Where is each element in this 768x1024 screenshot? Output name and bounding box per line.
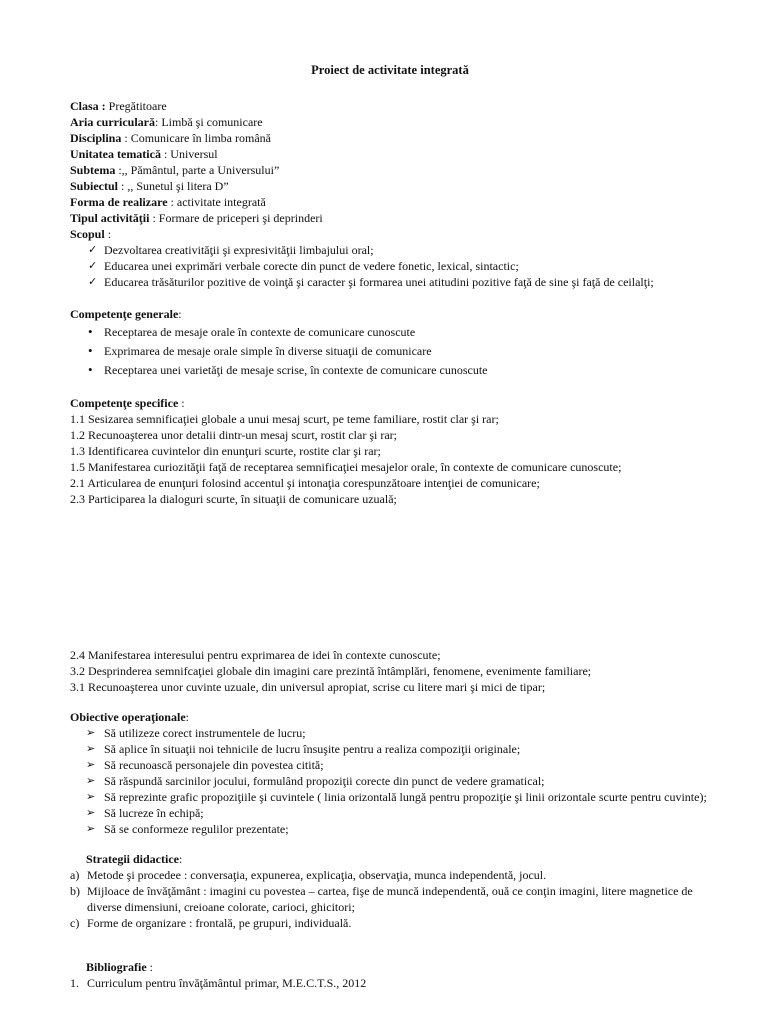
document-page (70, 62, 710, 991)
obiective-heading: Obiective operaţionale: (70, 710, 189, 724)
list-item: c) Forme de organizare : frontală, pe grupuri, individuală. (70, 916, 352, 930)
list-item: 1.5 Manifestarea curiozităţii faţă de receptarea semnificaţiei mesajelor orale, în contexte de comunicare cunoscute; (70, 460, 622, 474)
list-item: 2.1 Articularea de enunţuri folosind accentul şi intonaţia corespunzătoare intenţiei de comunicare; (70, 476, 540, 490)
list-item: • Exprimarea de mesaje orale simple în diverse situaţii de comunicare (70, 343, 710, 359)
list-item: • Receptarea unei varietăţi de mesaje scrise, în contexte de comunicare cunoscute (70, 362, 710, 378)
list-item: ➢ Să răspundă sarcinilor jocului, formulând propoziţii corecte din punct de vedere gramatical; (70, 773, 710, 789)
list-item: 2.3 Participarea la dialoguri scurte, în situaţii de comunicare uzuală; (70, 492, 397, 506)
field-forma: Forma de realizare : activitate integrată (70, 195, 266, 209)
field-disciplina: Disciplina : Comunicare în limba română (70, 131, 271, 145)
list-item: ➢ Să se conformeze regulilor prezentate; (70, 821, 710, 837)
strategii-heading: Strategii didactice: (86, 852, 183, 866)
list-item: 1.3 Identificarea cuvintelor din enunţuri scurte, rostite clar şi rar; (70, 444, 381, 458)
list-item: ➢ Să lucreze în echipă; (70, 805, 710, 821)
list-item: ✓ Educarea trăsăturilor pozitive de voinţă şi caracter şi formarea unei atitudini pozitive faţă de sine şi faţă de ceilalţi; (70, 274, 710, 290)
list-item: ➢ Să reprezinte grafic propoziţiile şi cuvintele ( linia orizontală lungă pentru propoziţie şi linii orizontale scurte pentru cuvinte); (70, 789, 710, 805)
project-fields (70, 98, 710, 226)
field-tipul: Tipul activităţii : Formare de priceperi şi deprinderi (70, 211, 323, 225)
competente-specifice-list-continued (70, 647, 710, 695)
list-item: ➢ Să aplice în situaţii noi tehnicile de lucru însuşite pentru a realiza compoziţii originale; (70, 741, 710, 757)
bibliografie-heading: Bibliografie : (86, 960, 154, 974)
field-clasa: Clasa : Pregătitoare (70, 99, 167, 113)
list-item: ✓ Educarea unei exprimări verbale corecte din punct de vedere fonetic, lexical, sintactic; (70, 258, 710, 274)
list-item: • Receptarea de mesaje orale în contexte de comunicare cunoscute (70, 324, 710, 340)
scopul-list (70, 242, 710, 290)
page-break-gap (70, 507, 710, 647)
competente-specifice-list (70, 411, 710, 507)
list-item: 1.1 Sesizarea semnificaţiei globale a unui mesaj scurt, pe teme familiare, rostit clar şi rar; (70, 412, 499, 426)
list-item: 1. Curriculum pentru învăţământul primar, M.E.C.T.S., 2012 (70, 976, 367, 990)
document-title: Proiect de activitate integrată (311, 63, 469, 77)
scopul-heading: Scopul : (70, 227, 112, 241)
field-subiectul: Subiectul : ,, Sunetul şi litera D” (70, 179, 229, 193)
competente-generale-heading: Competenţe generale: (70, 307, 182, 321)
field-aria: Aria curriculară: Limbă şi comunicare (70, 115, 263, 129)
strategii-list (70, 867, 710, 931)
list-item: 1.2 Recunoaşterea unor detalii dintr-un mesaj scurt, rostit clar şi rar; (70, 428, 397, 442)
field-unitatea: Unitatea tematică : Universul (70, 147, 218, 161)
list-item: b) Mijloace de învăţământ : imagini cu povestea – cartea, fişe de muncă independentă, ouă ce conţin imagini, litere magnetice de diverse dimensiuni, creioane colorate, carioci, ghicitori; (70, 884, 693, 914)
list-item: ➢ Să recunoască personajele din povestea citită; (70, 757, 710, 773)
list-item: a) Metode şi procedee : conversaţia, expunerea, explicaţia, observaţia, munca independentă, jocul. (70, 868, 547, 882)
obiective-list (70, 725, 710, 837)
field-subtema: Subtema :,, Pământul, parte a Universului” (70, 163, 280, 177)
competente-generale-list (70, 324, 710, 378)
competente-specifice-heading: Competenţe specifice : (70, 396, 185, 410)
list-item: 3.2 Desprinderea semnifcaţiei globale din imagini care prezintă întâmplări, fenomene, evenimente familiare; (70, 664, 592, 678)
list-item: 3.1 Recunoaşterea unor cuvinte uzuale, din universul apropiat, scrise cu litere mari şi mici de tipar; (70, 680, 546, 694)
list-item: ✓ Dezvoltarea creativităţii şi expresivităţii limbajului oral; (70, 242, 710, 258)
bibliografie-list (70, 975, 710, 991)
list-item: ➢ Să utilizeze corect instrumentele de lucru; (70, 725, 710, 741)
list-item: 2.4 Manifestarea interesului pentru exprimarea de idei în contexte cunoscute; (70, 648, 441, 662)
